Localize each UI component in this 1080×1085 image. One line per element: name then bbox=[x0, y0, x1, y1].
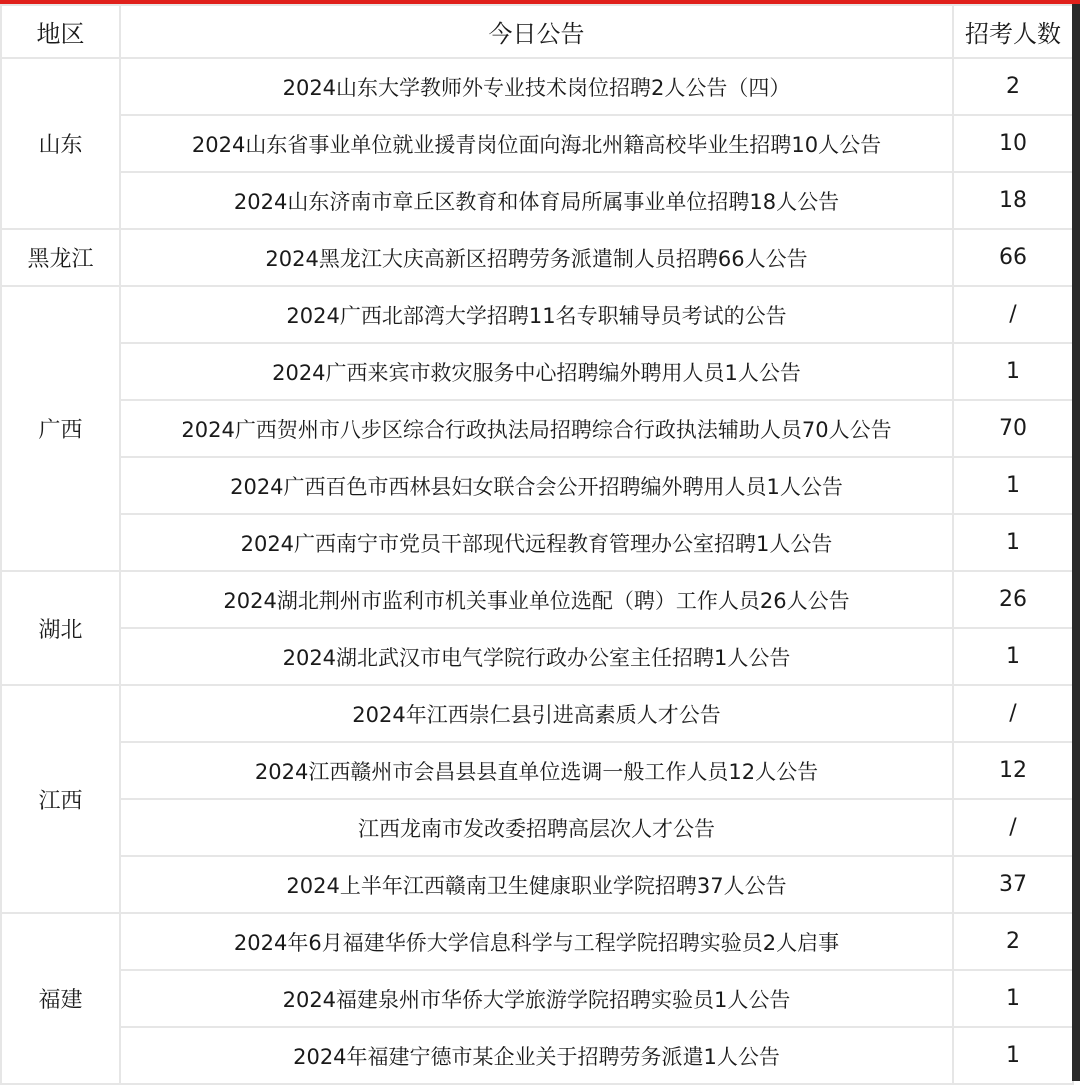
table-row bbox=[1, 172, 1073, 229]
table-row bbox=[1, 286, 1073, 343]
table-row bbox=[1, 799, 1073, 856]
notice-cell: 2024江西赣州市会昌县县直单位选调一般工作人员12人公告 bbox=[120, 742, 953, 799]
count-cell: 1 bbox=[953, 343, 1073, 400]
count-cell: 2 bbox=[953, 913, 1073, 970]
notice-cell: 2024黑龙江大庆高新区招聘劳务派遣制人员招聘66人公告 bbox=[120, 229, 953, 286]
notice-cell: 2024山东大学教师外专业技术岗位招聘2人公告（四） bbox=[120, 58, 953, 115]
count-cell: 1 bbox=[953, 970, 1073, 1027]
notice-cell: 2024湖北荆州市监利市机关事业单位选配（聘）工作人员26人公告 bbox=[120, 571, 953, 628]
table-row bbox=[1, 742, 1073, 799]
notice-cell: 2024福建泉州市华侨大学旅游学院招聘实验员1人公告 bbox=[120, 970, 953, 1027]
table-row bbox=[1, 913, 1073, 970]
count-cell: 2 bbox=[953, 58, 1073, 115]
count-cell: 1 bbox=[953, 457, 1073, 514]
region-cell: 黑龙江 bbox=[1, 229, 120, 286]
table-header-row bbox=[1, 5, 1073, 58]
region-cell: 福建 bbox=[1, 913, 120, 1084]
count-cell: / bbox=[953, 286, 1073, 343]
header-notice: 今日公告 bbox=[120, 5, 953, 58]
count-cell: 12 bbox=[953, 742, 1073, 799]
table-row bbox=[1, 970, 1073, 1027]
header-count: 招考人数 bbox=[953, 5, 1073, 58]
table-row bbox=[1, 514, 1073, 571]
recruitment-notice-table bbox=[0, 4, 1074, 1085]
table-row bbox=[1, 457, 1073, 514]
table-row bbox=[1, 628, 1073, 685]
notice-cell: 2024广西北部湾大学招聘11名专职辅导员考试的公告 bbox=[120, 286, 953, 343]
notice-cell: 2024上半年江西赣南卫生健康职业学院招聘37人公告 bbox=[120, 856, 953, 913]
notice-cell: 江西龙南市发改委招聘高层次人才公告 bbox=[120, 799, 953, 856]
notice-cell: 2024年6月福建华侨大学信息科学与工程学院招聘实验员2人启事 bbox=[120, 913, 953, 970]
count-cell: 66 bbox=[953, 229, 1073, 286]
count-cell: 1 bbox=[953, 1027, 1073, 1084]
table-row bbox=[1, 115, 1073, 172]
notice-cell: 2024广西百色市西林县妇女联合会公开招聘编外聘用人员1人公告 bbox=[120, 457, 953, 514]
notice-cell: 2024山东济南市章丘区教育和体育局所属事业单位招聘18人公告 bbox=[120, 172, 953, 229]
table-row bbox=[1, 685, 1073, 742]
notice-cell: 2024山东省事业单位就业援青岗位面向海北州籍高校毕业生招聘10人公告 bbox=[120, 115, 953, 172]
notice-cell: 2024年福建宁德市某企业关于招聘劳务派遣1人公告 bbox=[120, 1027, 953, 1084]
notice-cell: 2024广西来宾市救灾服务中心招聘编外聘用人员1人公告 bbox=[120, 343, 953, 400]
region-cell: 湖北 bbox=[1, 571, 120, 685]
table-row bbox=[1, 58, 1073, 115]
right-edge-bar bbox=[1072, 4, 1080, 1081]
count-cell: 18 bbox=[953, 172, 1073, 229]
count-cell: 37 bbox=[953, 856, 1073, 913]
notice-cell: 2024湖北武汉市电气学院行政办公室主任招聘1人公告 bbox=[120, 628, 953, 685]
count-cell: 1 bbox=[953, 514, 1073, 571]
table-row bbox=[1, 400, 1073, 457]
count-cell: / bbox=[953, 799, 1073, 856]
count-cell: / bbox=[953, 685, 1073, 742]
notice-cell: 2024广西南宁市党员干部现代远程教育管理办公室招聘1人公告 bbox=[120, 514, 953, 571]
count-cell: 10 bbox=[953, 115, 1073, 172]
table-row bbox=[1, 229, 1073, 286]
table-row bbox=[1, 856, 1073, 913]
table-row bbox=[1, 343, 1073, 400]
region-cell: 广西 bbox=[1, 286, 120, 571]
table-row bbox=[1, 1027, 1073, 1084]
notice-cell: 2024广西贺州市八步区综合行政执法局招聘综合行政执法辅助人员70人公告 bbox=[120, 400, 953, 457]
notice-cell: 2024年江西崇仁县引进高素质人才公告 bbox=[120, 685, 953, 742]
count-cell: 26 bbox=[953, 571, 1073, 628]
header-region: 地区 bbox=[1, 5, 120, 58]
region-cell: 山东 bbox=[1, 58, 120, 229]
count-cell: 70 bbox=[953, 400, 1073, 457]
region-cell: 江西 bbox=[1, 685, 120, 913]
table-row bbox=[1, 571, 1073, 628]
count-cell: 1 bbox=[953, 628, 1073, 685]
